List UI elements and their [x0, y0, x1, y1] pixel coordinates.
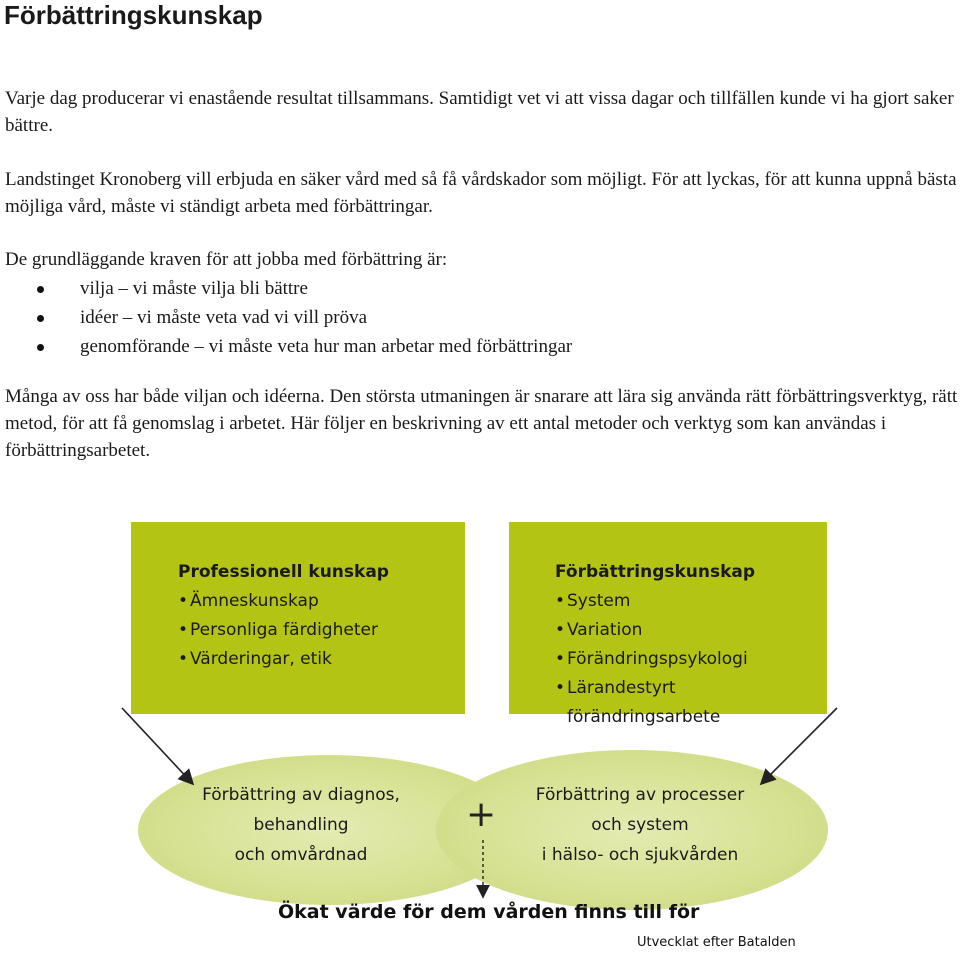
box-heading: Förbättringskunskap — [555, 562, 756, 582]
ellipse-line: Förbättring av diagnos, — [202, 785, 400, 805]
list-item: • Ämneskunskap — [178, 587, 389, 616]
list-item-text: genomförande – vi måste veta hur man arbetar med förbättringar — [80, 336, 573, 357]
box-heading: Professionell kunskap — [178, 562, 389, 582]
list-item: • Personliga färdigheter — [178, 616, 389, 645]
ellipse-line: i hälso- och sjukvården — [541, 845, 739, 865]
page-title: Förbättringskunskap — [4, 0, 263, 30]
intro-paragraph: Varje dag producerar vi enastående resultat tillsammans. Samtidigt vet vi att vissa dagar och tillfällen kunde vi ha gjort saker bättre. — [5, 88, 954, 136]
goal-paragraph: Landstinget Kronoberg vill erbjuda en säker vård med så få vårdskador som möjligt. För att lyckas, för att kunna uppnå bästa möjliga vård, måste vi ständigt arbeta med förbättringar. — [5, 169, 957, 217]
plus-icon: + — [466, 794, 497, 835]
bullet-icon — [37, 344, 44, 351]
requirements-intro: De grundläggande kraven för att jobba med förbättring är: — [5, 249, 448, 270]
source-credit: Utvecklat efter Batalden — [637, 935, 796, 950]
list-item: • Variation — [555, 616, 755, 645]
ellipse-line: Förbättring av processer — [535, 785, 745, 805]
result-caption: Ökat värde för dem vården finns till för — [278, 901, 700, 923]
right-ellipse-text — [520, 780, 760, 870]
right-arrow — [762, 708, 837, 783]
ellipse-line: och system — [591, 815, 689, 835]
list-item — [0, 274, 572, 303]
ellipse-line: och omvårdnad — [234, 845, 368, 865]
list-item — [0, 332, 572, 361]
list-item: • Värderingar, etik — [178, 645, 389, 674]
list-item: • Förändringspsykologi — [555, 645, 755, 674]
list-item-continuation: förändringsarbete — [567, 707, 721, 727]
list-item-text: vilja – vi måste vilja bli bättre — [80, 278, 308, 299]
list-item-text: Lärandestyrt — [567, 678, 676, 698]
left-ellipse-text — [183, 780, 419, 870]
tools-paragraph: Många av oss har både viljan och idéerna. Den största utmaningen är snarare att lära sig använda rätt förbättringsverktyg, rätt metod, för att få genomslag i arbetet. Här följer en beskrivning av ett antal metoder och verktyg som kan användas i förbättringsarbetet. — [5, 386, 958, 461]
list-item — [0, 303, 572, 332]
bullet-icon — [37, 286, 44, 293]
list-item-text: idéer – vi måste veta vad vi vill pröva — [80, 307, 368, 328]
knowledge-diagram — [0, 500, 960, 956]
arrows-layer — [0, 500, 960, 956]
bullet-icon — [37, 315, 44, 322]
requirements-list — [0, 274, 572, 361]
ellipse-line: behandling — [253, 815, 349, 835]
list-item: • System — [555, 587, 755, 616]
left-arrow — [122, 708, 192, 783]
